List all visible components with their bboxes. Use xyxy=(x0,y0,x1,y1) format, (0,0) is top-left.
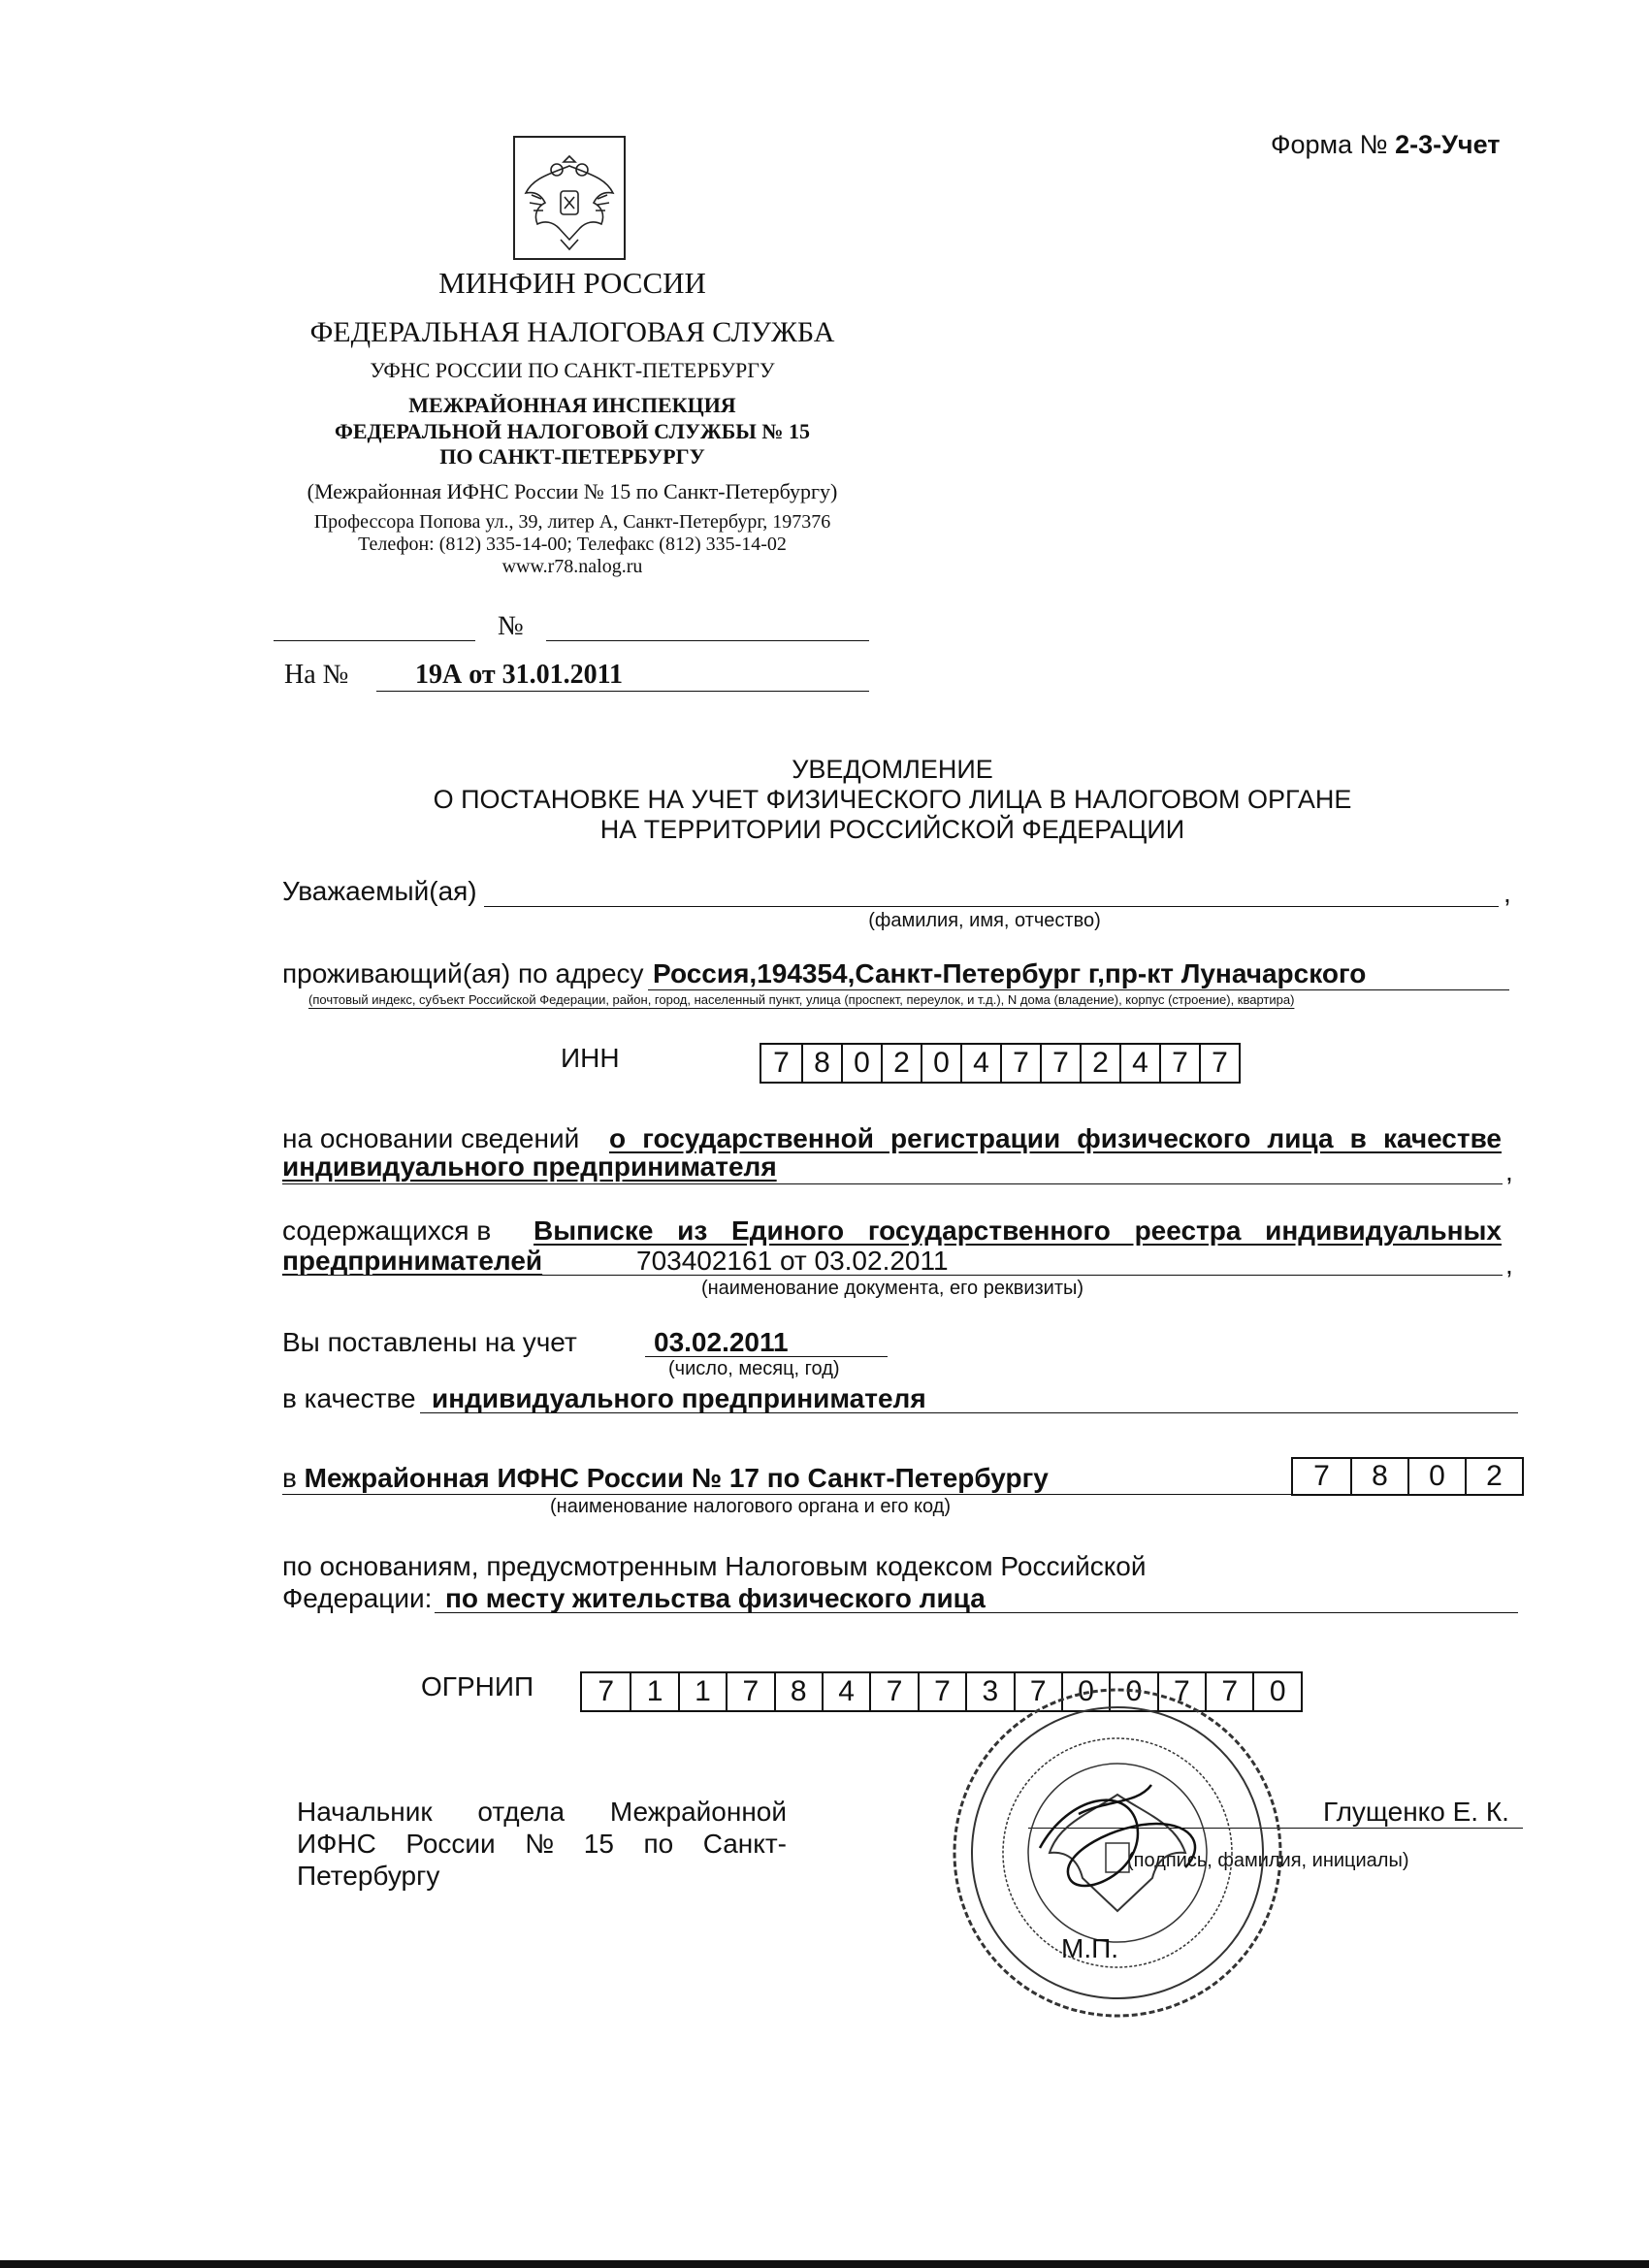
digit-cell: 7 xyxy=(726,1673,773,1710)
digit-cell: 8 xyxy=(1350,1459,1407,1494)
addressee-line xyxy=(484,906,1499,907)
capacity-line xyxy=(420,1412,1518,1413)
basis-label: на основании сведений xyxy=(282,1123,580,1153)
position-word: 15 xyxy=(583,1829,614,1859)
signature-caption: (подпись, фамилия, инициалы) xyxy=(1127,1850,1409,1871)
contained-value-line-2-b xyxy=(636,1246,949,1277)
digit-cell: 7 xyxy=(1000,1045,1040,1082)
official-seal-icon xyxy=(943,1678,1292,2027)
digit-cell: 0 xyxy=(1109,1673,1156,1710)
position-word: отдела xyxy=(477,1797,566,1827)
basis-comma: , xyxy=(1505,1156,1513,1186)
inn-label: ИНН xyxy=(561,1043,620,1073)
digit-cell: 7 xyxy=(1205,1673,1252,1710)
grounds-line-1: по основаниям, предусмотренным Налоговым кодексом Российской xyxy=(282,1551,1147,1581)
stamp-mark: М.П. xyxy=(1061,1933,1119,1963)
digit-cell: 0 xyxy=(921,1045,960,1082)
digit-cell: 7 xyxy=(1199,1045,1239,1082)
grounds-label: Федерации: xyxy=(282,1583,433,1613)
title-line-2: О ПОСТАНОВКЕ НА УЧЕТ ФИЗИЧЕСКОГО ЛИЦА В НАЛОГОВОМ ОРГАНЕ xyxy=(433,785,1352,814)
contained-comma: , xyxy=(1505,1249,1513,1280)
capacity-label: в качестве xyxy=(282,1383,416,1413)
digit-cell: 0 xyxy=(1252,1673,1300,1710)
digit-cell: 7 xyxy=(869,1673,917,1710)
contained-date: 03.02.2011 xyxy=(814,1246,949,1276)
ministry-name: МИНФИН РОССИИ xyxy=(438,266,706,300)
registered-date: 03.02.2011 xyxy=(654,1327,789,1357)
residence-value: Россия,194354,Санкт-Петербург г,пр-кт Луначарского xyxy=(653,958,1367,988)
contained-value-line-1: Выписке из Единого государственного реестра индивидуальных xyxy=(534,1215,1502,1246)
position-word: Начальник xyxy=(297,1797,433,1827)
outgoing-number-sign: № xyxy=(498,611,524,641)
basis-line xyxy=(282,1183,1503,1184)
position-word: России xyxy=(405,1829,496,1859)
digit-cell: 7 xyxy=(1157,1673,1205,1710)
position-word: по xyxy=(643,1829,674,1859)
contained-label: содержащихся в xyxy=(282,1215,492,1246)
inspection-short-name: (Межрайонная ИФНС России № 15 по Санкт-Петербургу) xyxy=(307,479,838,503)
registered-caption: (число, месяц, год) xyxy=(668,1358,840,1379)
signer-position-line-2 xyxy=(297,1828,787,1860)
outgoing-date-line xyxy=(274,640,475,641)
inspection-line-1: МЕЖРАЙОННАЯ ИНСПЕКЦИЯ xyxy=(408,393,736,417)
digit-cell: 1 xyxy=(630,1673,677,1710)
contained-line xyxy=(282,1275,1503,1276)
digit-cell: 7 xyxy=(1313,1460,1330,1492)
signer-position xyxy=(297,1796,787,1892)
reply-to-value: 19А от 31.01.2011 xyxy=(415,660,624,690)
digit-cell: 8 xyxy=(774,1673,822,1710)
reply-to-line xyxy=(376,691,869,692)
inspection-phone: Телефон: (812) 335-14-00; Телефакс (812) 335-14-02 xyxy=(358,534,787,555)
digit-cell: 0 xyxy=(1407,1459,1465,1494)
digit-cell: 2 xyxy=(881,1045,921,1082)
tax-authority-name: Межрайонная ИФНС России № 17 по Санкт-Петербургу xyxy=(304,1463,1049,1493)
outgoing-number-line xyxy=(546,640,869,641)
tax-authority-code-boxes xyxy=(1291,1457,1524,1496)
registered-label: Вы поставлены на учет xyxy=(282,1327,577,1357)
position-word: № xyxy=(525,1829,555,1859)
ogrnip-label: ОГРНИП xyxy=(421,1671,534,1701)
contained-from: от xyxy=(779,1246,807,1276)
signer-name: Глущенко Е. К. xyxy=(1323,1797,1509,1827)
inn-digit-boxes xyxy=(760,1043,1241,1084)
contained-number: 703402161 xyxy=(636,1246,773,1276)
digit-cell: 7 xyxy=(1014,1673,1061,1710)
inspection-line-2: ФЕДЕРАЛЬНОЙ НАЛОГОВОЙ СЛУЖБЫ № 15 xyxy=(334,419,810,443)
title-line-3: НА ТЕРРИТОРИИ РОССИЙСКОЙ ФЕДЕРАЦИИ xyxy=(599,815,1185,844)
digit-cell: 0 xyxy=(841,1045,881,1082)
grounds-value: по месту жительства физического лица xyxy=(445,1583,986,1613)
contained-caption: (наименование документа, его реквизиты) xyxy=(700,1278,1084,1299)
basis-value-line-1: о государственной регистрации физического лица в качестве xyxy=(609,1123,1502,1153)
contained-value-line-2-a: предпринимателей xyxy=(282,1246,543,1276)
residence-label: проживающий(ая) по адресу xyxy=(282,958,644,988)
tax-authority-prefix: в xyxy=(282,1463,297,1493)
tax-authority-caption: (наименование налогового органа и его код) xyxy=(550,1496,952,1517)
digit-cell: 7 xyxy=(918,1673,965,1710)
addressee-comma: , xyxy=(1504,878,1511,908)
digit-cell: 0 xyxy=(1061,1673,1109,1710)
reply-to-label: На № xyxy=(284,660,349,690)
regional-office: УФНС РОССИИ ПО САНКТ-ПЕТЕРБУРГУ xyxy=(370,358,775,382)
basis-value-line-2: индивидуального предпринимателя xyxy=(282,1151,777,1182)
state-emblem-icon xyxy=(512,135,627,261)
digit-cell: 7 xyxy=(1159,1045,1199,1082)
digit-cell: 4 xyxy=(1119,1045,1159,1082)
residence-line xyxy=(648,989,1509,990)
digit-cell: 2 xyxy=(1080,1045,1119,1082)
digit-cell: 8 xyxy=(801,1045,841,1082)
digit-cell: 1 xyxy=(678,1673,726,1710)
inspection-line-3: ПО САНКТ-ПЕТЕРБУРГУ xyxy=(439,444,705,469)
digit-cell: 7 xyxy=(1040,1045,1080,1082)
inspection-website: www.r78.nalog.ru xyxy=(501,556,643,577)
digit-cell: 4 xyxy=(822,1673,869,1710)
addressee-label: Уважаемый(ая) xyxy=(282,876,477,906)
residence-caption: (почтовый индекс, субъект Российской Федерации, район, город, населенный пункт, улица (проспект, переулок, и т.д.), N дома (владение), корпус (строение), квартира) xyxy=(308,992,1295,1007)
inspection-address: Профессора Попова ул., 39, литер А, Санкт-Петербург, 197376 xyxy=(313,511,831,533)
tax-authority xyxy=(282,1463,1049,1494)
digit-cell: 7 xyxy=(598,1675,615,1707)
tax-authority-line xyxy=(282,1494,1291,1495)
addressee-caption: (фамилия, имя, отчество) xyxy=(868,910,1101,931)
position-word: Межрайонной xyxy=(609,1797,787,1827)
position-word: ИФНС xyxy=(297,1829,376,1859)
form-number-prefix: Форма № xyxy=(1271,130,1388,159)
position-word: Санкт- xyxy=(702,1829,787,1859)
page-bottom-edge xyxy=(0,2260,1649,2268)
title-line-1: УВЕДОМЛЕНИЕ xyxy=(792,755,993,784)
form-number-value: 2-3-Учет xyxy=(1395,130,1501,159)
digit-cell: 7 xyxy=(773,1047,790,1079)
signer-position-line-3: Петербургу xyxy=(297,1861,440,1891)
form-number xyxy=(1271,130,1501,160)
digit-cell: 4 xyxy=(960,1045,1000,1082)
registered-date-line xyxy=(645,1356,888,1357)
grounds-line xyxy=(435,1612,1518,1613)
capacity-value: индивидуального предпринимателя xyxy=(432,1383,926,1413)
digit-cell: 2 xyxy=(1465,1459,1522,1494)
signer-position-line-1 xyxy=(297,1796,787,1828)
service-name: ФЕДЕРАЛЬНАЯ НАЛОГОВАЯ СЛУЖБА xyxy=(309,316,835,348)
digit-cell: 3 xyxy=(965,1673,1013,1710)
